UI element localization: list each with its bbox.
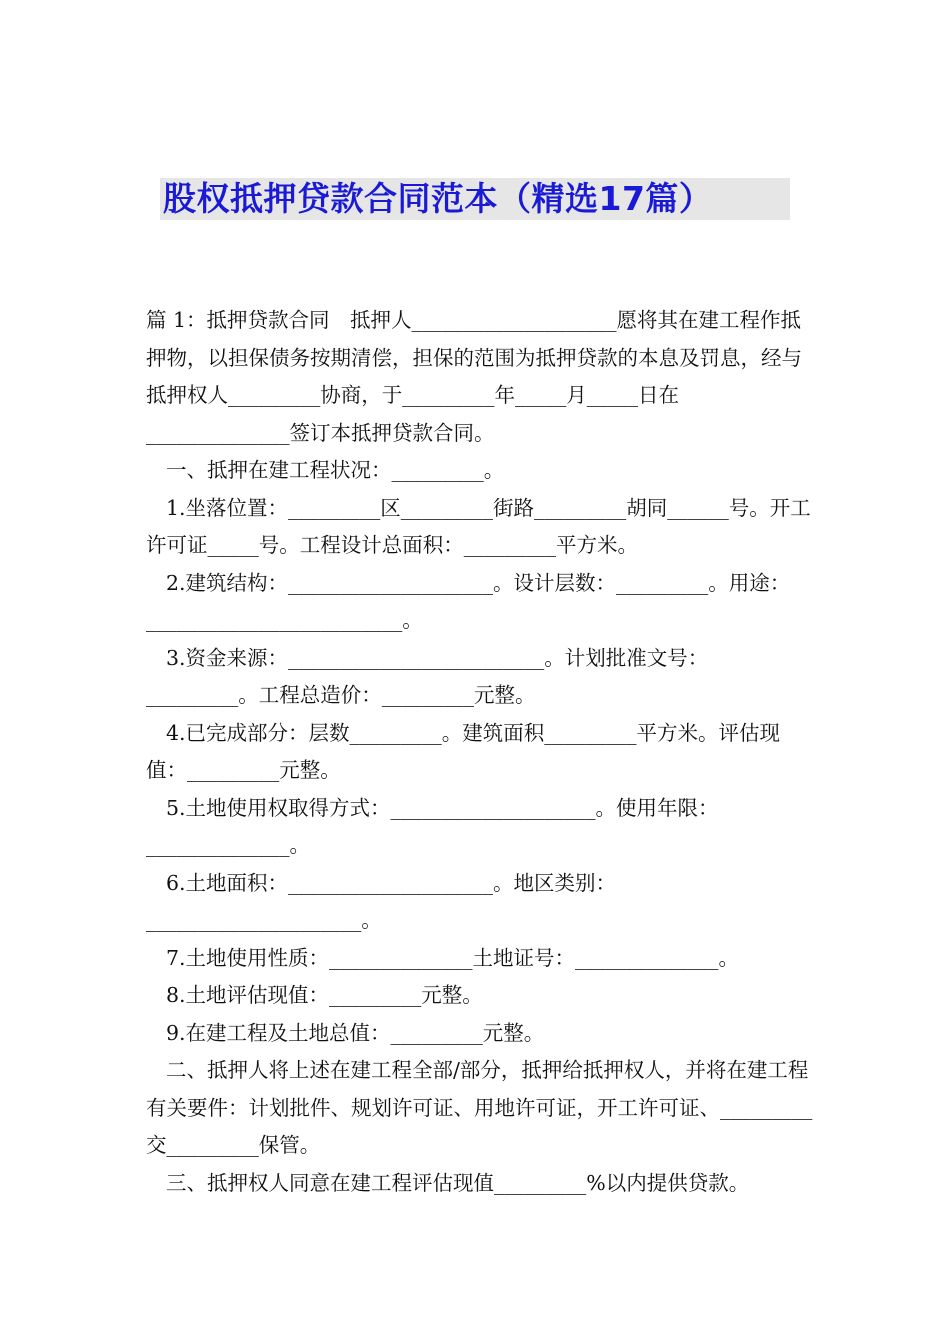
paragraph-item-6: 6.土地面积：____________________。地区类别：_____________________。 bbox=[146, 870, 617, 932]
paragraph-item-5: 5.土地使用权取得方式：____________________。使用年限：______________。 bbox=[146, 795, 719, 857]
paragraph-item-2: 2.建筑结构：____________________。设计层数：_________。用途：_________________________。 bbox=[146, 570, 791, 632]
paragraph-item-9: 9.在建工程及土地总值：_________元整。 bbox=[166, 1020, 545, 1045]
document-title: 股权抵押贷款合同范本（精选17篇） bbox=[163, 179, 713, 218]
title-highlight bbox=[160, 178, 790, 220]
paragraph-section-1: 一、抵押在建工程状况：_________。 bbox=[166, 458, 505, 482]
paragraph-section-2: 二、抵押人将上述在建工程全部/部分，抵押给抵押权人，并将在建工程有关要件：计划批件、规划许可证、用地许可证，开工许可证、_________交_________保管。 bbox=[146, 1058, 813, 1157]
paragraph-section-3: 三、抵押权人同意在建工程评估现值_________%以内提供贷款。 bbox=[166, 1170, 750, 1195]
document-body bbox=[146, 302, 814, 1202]
paragraph-intro: 篇 1：抵押贷款合同 抵押人____________________愿将其在建工程作抵押物，以担保债务按期清偿，担保的范围为抵押贷款的本息及罚息，经与抵押权人_________协商，于_________年_____月_____日在______________签订本抵押贷款合同。 bbox=[146, 308, 802, 445]
paragraph-item-8: 8.土地评估现值：_________元整。 bbox=[166, 983, 483, 1007]
paragraph-item-7: 7.土地使用性质：______________土地证号：______________。 bbox=[166, 945, 740, 970]
paragraph-item-1: 1.坐落位置：_________区_________街路_________胡同______号。开工许可证_____号。工程设计总面积：_________平方米。 bbox=[146, 495, 811, 557]
paragraph-item-3: 3.资金来源：_________________________。计划批准文号：_________。工程总造价：_________元整。 bbox=[146, 645, 709, 707]
paragraph-item-4: 4.已完成部分：层数_________。建筑面积_________平方米。评估现值：_________元整。 bbox=[146, 720, 781, 782]
